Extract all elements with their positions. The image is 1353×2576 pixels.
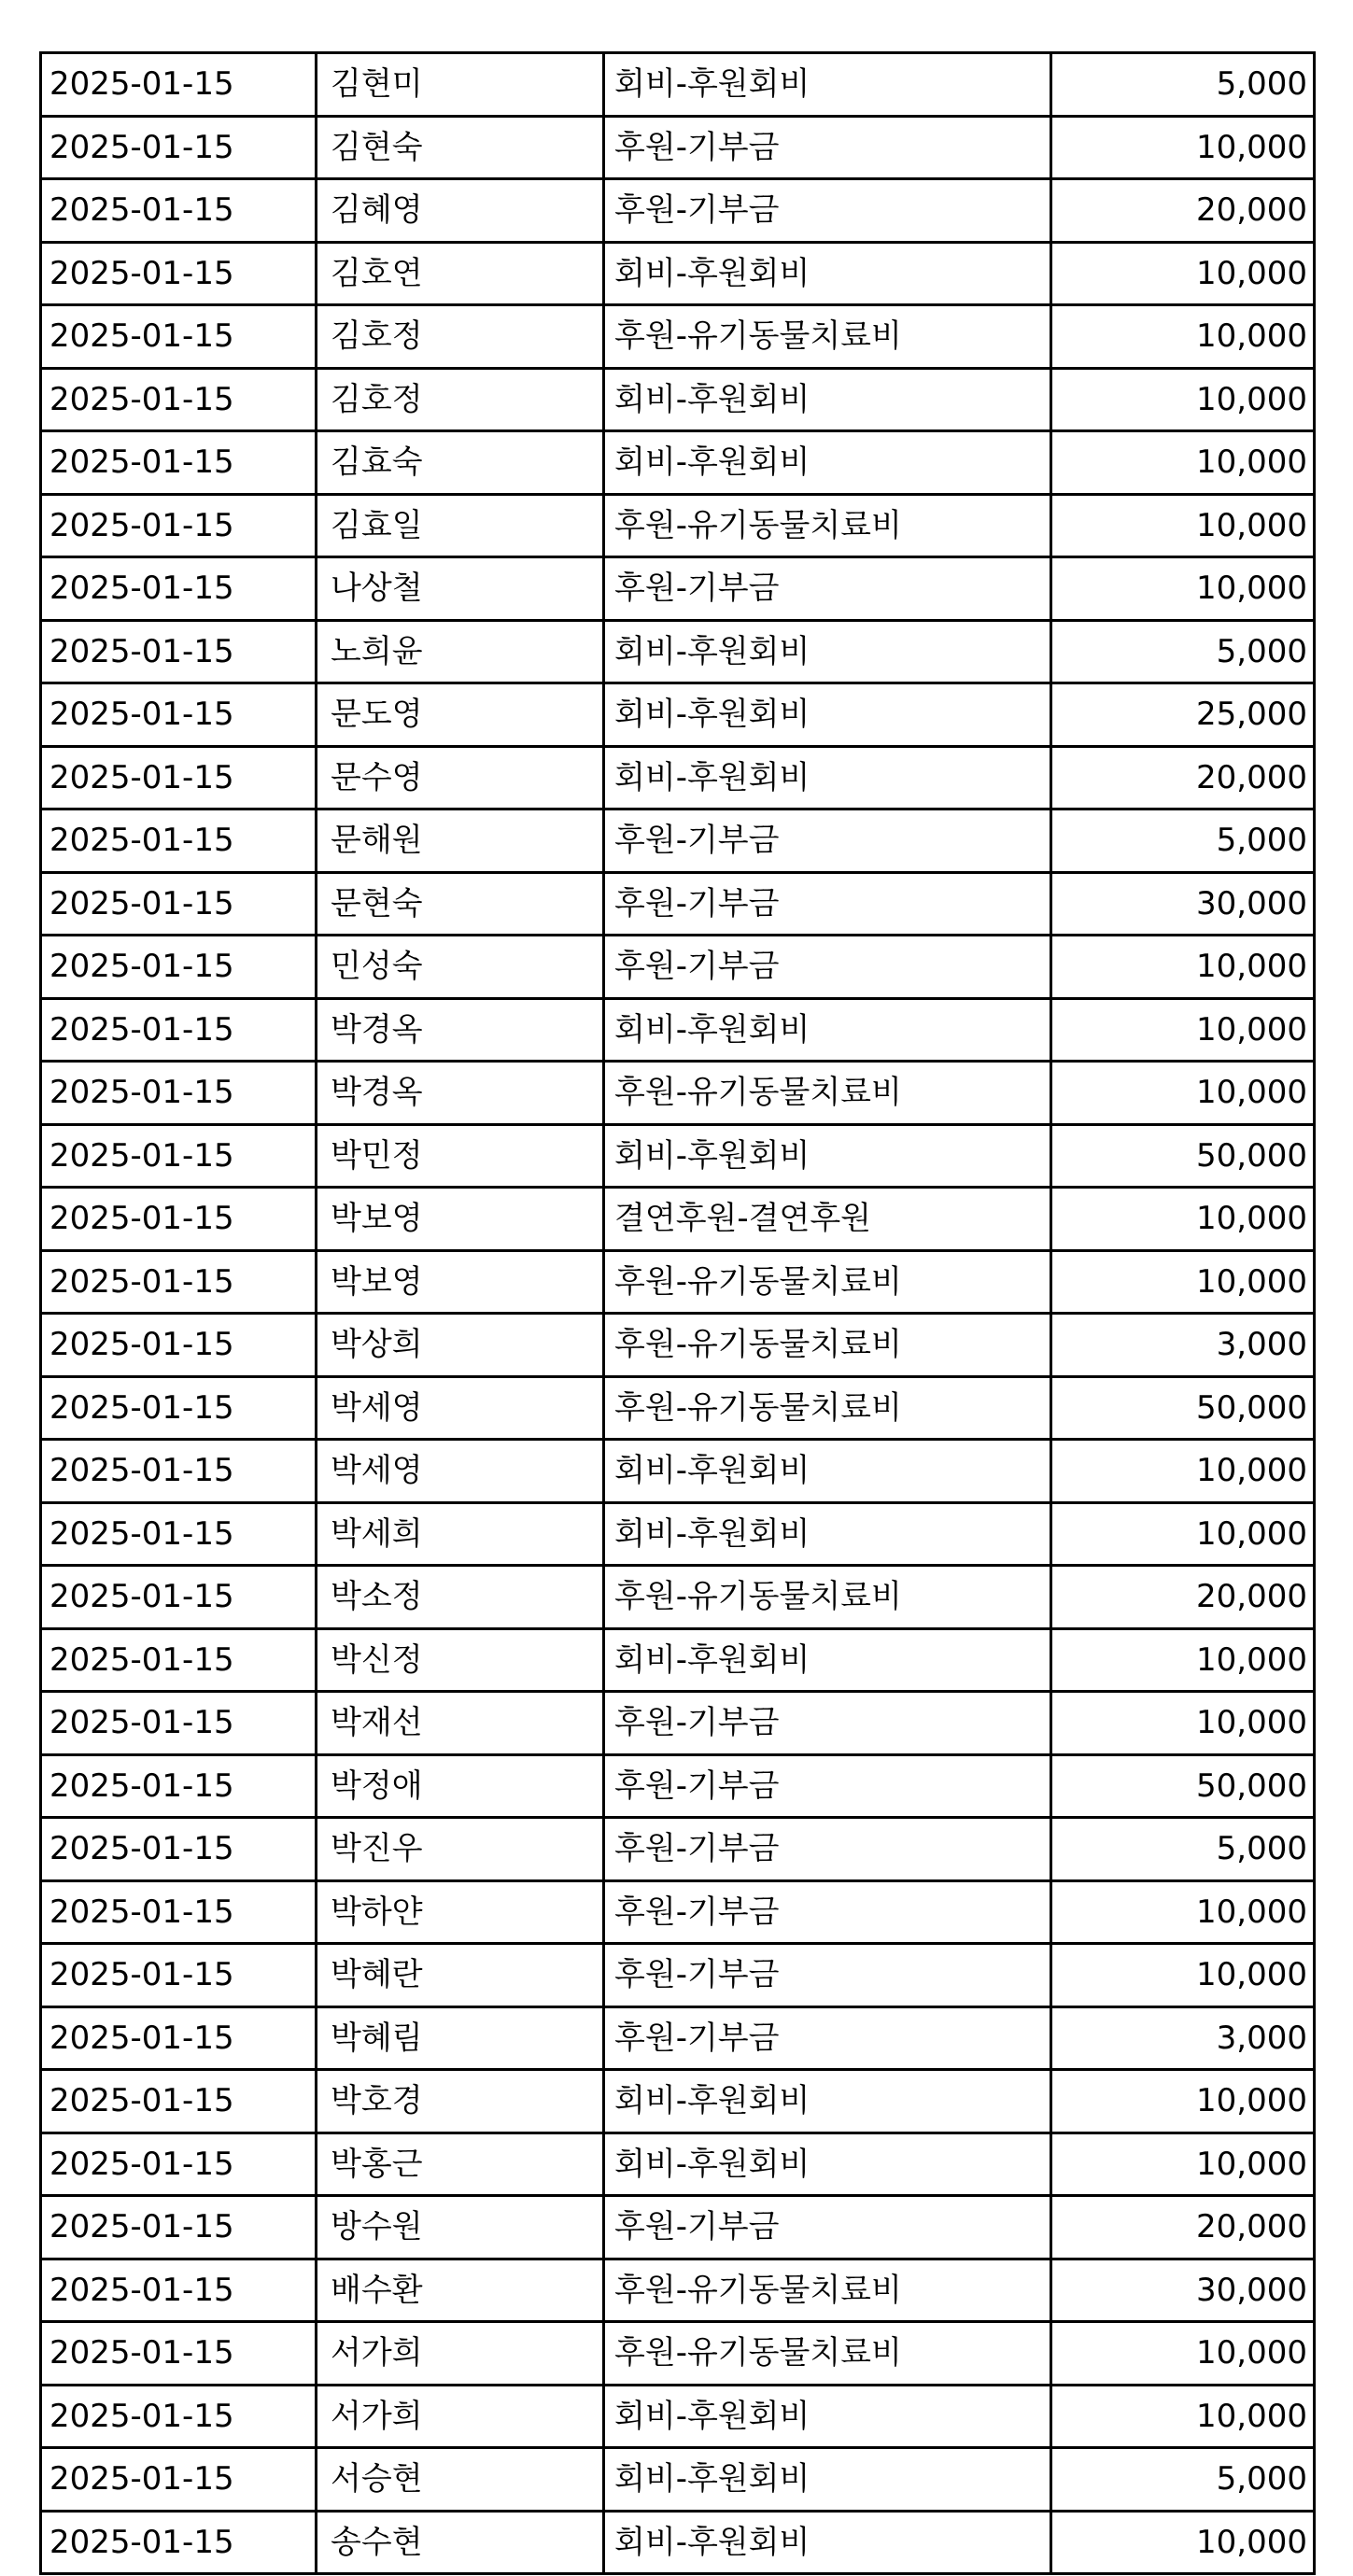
category-cell: 후원-기부금 bbox=[604, 872, 1051, 936]
amount-cell: 30,000 bbox=[1051, 2259, 1315, 2322]
donor-name-cell: 배수환 bbox=[317, 2259, 604, 2322]
date-cell: 2025-01-15 bbox=[41, 746, 317, 809]
amount-cell: 10,000 bbox=[1051, 1880, 1315, 1944]
table-row bbox=[41, 1692, 1315, 1755]
date-cell: 2025-01-15 bbox=[41, 1124, 317, 1188]
amount-cell: 20,000 bbox=[1051, 179, 1315, 243]
category-cell: 회비-후원회비 bbox=[604, 746, 1051, 809]
donor-name-cell: 문해원 bbox=[317, 809, 604, 873]
donor-name-cell: 박세영 bbox=[317, 1376, 604, 1440]
category-cell: 후원-유기동물치료비 bbox=[604, 1062, 1051, 1125]
category-cell: 결연후원-결연후원 bbox=[604, 1188, 1051, 1251]
donor-name-cell: 박민정 bbox=[317, 1124, 604, 1188]
category-cell: 후원-기부금 bbox=[604, 1692, 1051, 1755]
date-cell: 2025-01-15 bbox=[41, 2322, 317, 2386]
category-cell: 후원-기부금 bbox=[604, 1944, 1051, 2007]
category-cell: 후원-기부금 bbox=[604, 2196, 1051, 2259]
donor-name-cell: 박혜림 bbox=[317, 2006, 604, 2070]
date-cell: 2025-01-15 bbox=[41, 1880, 317, 1944]
table-row bbox=[41, 1502, 1315, 1566]
donor-name-cell: 방수원 bbox=[317, 2196, 604, 2259]
table-row bbox=[41, 1628, 1315, 1692]
table-row bbox=[41, 1566, 1315, 1629]
date-cell: 2025-01-15 bbox=[41, 683, 317, 747]
table-row bbox=[41, 557, 1315, 621]
category-cell: 회비-후원회비 bbox=[604, 2448, 1051, 2512]
table-row bbox=[41, 1250, 1315, 1314]
table-row bbox=[41, 2259, 1315, 2322]
category-cell: 후원-기부금 bbox=[604, 557, 1051, 621]
amount-cell: 10,000 bbox=[1051, 1944, 1315, 2007]
table-row bbox=[41, 620, 1315, 683]
table-row bbox=[41, 2385, 1315, 2448]
amount-cell: 10,000 bbox=[1051, 1062, 1315, 1125]
category-cell: 후원-기부금 bbox=[604, 1818, 1051, 1881]
amount-cell: 10,000 bbox=[1051, 1250, 1315, 1314]
category-cell: 회비-후원회비 bbox=[604, 431, 1051, 495]
amount-cell: 10,000 bbox=[1051, 1502, 1315, 1566]
table-row bbox=[41, 683, 1315, 747]
table-row bbox=[41, 872, 1315, 936]
date-cell: 2025-01-15 bbox=[41, 809, 317, 873]
amount-cell: 10,000 bbox=[1051, 557, 1315, 621]
amount-cell: 3,000 bbox=[1051, 1314, 1315, 1377]
amount-cell: 20,000 bbox=[1051, 746, 1315, 809]
category-cell: 회비-후원회비 bbox=[604, 620, 1051, 683]
category-cell: 후원-기부금 bbox=[604, 1754, 1051, 1818]
category-cell: 후원-기부금 bbox=[604, 1880, 1051, 1944]
table-row bbox=[41, 2322, 1315, 2386]
category-cell: 후원-유기동물치료비 bbox=[604, 1314, 1051, 1377]
donor-name-cell: 박상희 bbox=[317, 1314, 604, 1377]
amount-cell: 10,000 bbox=[1051, 1188, 1315, 1251]
donor-name-cell: 박홍근 bbox=[317, 2133, 604, 2196]
donor-name-cell: 박세영 bbox=[317, 1440, 604, 1503]
date-cell: 2025-01-15 bbox=[41, 2385, 317, 2448]
category-cell: 후원-기부금 bbox=[604, 179, 1051, 243]
donor-name-cell: 김호정 bbox=[317, 368, 604, 431]
date-cell: 2025-01-15 bbox=[41, 2133, 317, 2196]
category-cell: 후원-유기동물치료비 bbox=[604, 1250, 1051, 1314]
amount-cell: 10,000 bbox=[1051, 431, 1315, 495]
date-cell: 2025-01-15 bbox=[41, 1440, 317, 1503]
amount-cell: 5,000 bbox=[1051, 620, 1315, 683]
date-cell: 2025-01-15 bbox=[41, 2511, 317, 2574]
table-row bbox=[41, 179, 1315, 243]
amount-cell: 10,000 bbox=[1051, 1440, 1315, 1503]
table-row bbox=[41, 116, 1315, 179]
date-cell: 2025-01-15 bbox=[41, 1188, 317, 1251]
date-cell: 2025-01-15 bbox=[41, 431, 317, 495]
donor-name-cell: 박하얀 bbox=[317, 1880, 604, 1944]
table-row bbox=[41, 53, 1315, 117]
category-cell: 후원-기부금 bbox=[604, 809, 1051, 873]
donor-name-cell: 박세희 bbox=[317, 1502, 604, 1566]
donation-ledger-table bbox=[39, 51, 1316, 2575]
table-row bbox=[41, 2006, 1315, 2070]
table-row bbox=[41, 431, 1315, 495]
donor-name-cell: 박경옥 bbox=[317, 998, 604, 1062]
category-cell: 후원-유기동물치료비 bbox=[604, 494, 1051, 557]
ledger-body bbox=[41, 53, 1315, 2574]
category-cell: 후원-유기동물치료비 bbox=[604, 305, 1051, 369]
table-row bbox=[41, 746, 1315, 809]
amount-cell: 10,000 bbox=[1051, 2133, 1315, 2196]
amount-cell: 10,000 bbox=[1051, 2322, 1315, 2386]
amount-cell: 25,000 bbox=[1051, 683, 1315, 747]
category-cell: 회비-후원회비 bbox=[604, 998, 1051, 1062]
amount-cell: 10,000 bbox=[1051, 936, 1315, 999]
amount-cell: 10,000 bbox=[1051, 116, 1315, 179]
category-cell: 회비-후원회비 bbox=[604, 242, 1051, 305]
category-cell: 후원-기부금 bbox=[604, 116, 1051, 179]
amount-cell: 10,000 bbox=[1051, 242, 1315, 305]
date-cell: 2025-01-15 bbox=[41, 2070, 317, 2133]
category-cell: 회비-후원회비 bbox=[604, 2385, 1051, 2448]
donor-name-cell: 김현미 bbox=[317, 53, 604, 117]
amount-cell: 10,000 bbox=[1051, 494, 1315, 557]
amount-cell: 10,000 bbox=[1051, 1692, 1315, 1755]
table-row bbox=[41, 1188, 1315, 1251]
date-cell: 2025-01-15 bbox=[41, 242, 317, 305]
donor-name-cell: 노희윤 bbox=[317, 620, 604, 683]
donor-name-cell: 김효일 bbox=[317, 494, 604, 557]
date-cell: 2025-01-15 bbox=[41, 936, 317, 999]
table-row bbox=[41, 1880, 1315, 1944]
amount-cell: 10,000 bbox=[1051, 2511, 1315, 2574]
table-row bbox=[41, 2511, 1315, 2574]
amount-cell: 10,000 bbox=[1051, 368, 1315, 431]
category-cell: 후원-유기동물치료비 bbox=[604, 1376, 1051, 1440]
date-cell: 2025-01-15 bbox=[41, 998, 317, 1062]
table-row bbox=[41, 305, 1315, 369]
category-cell: 회비-후원회비 bbox=[604, 1440, 1051, 1503]
date-cell: 2025-01-15 bbox=[41, 1376, 317, 1440]
table-row bbox=[41, 2448, 1315, 2512]
table-row bbox=[41, 242, 1315, 305]
amount-cell: 5,000 bbox=[1051, 1818, 1315, 1881]
donor-name-cell: 박호경 bbox=[317, 2070, 604, 2133]
date-cell: 2025-01-15 bbox=[41, 53, 317, 117]
donor-name-cell: 박신정 bbox=[317, 1628, 604, 1692]
category-cell: 회비-후원회비 bbox=[604, 2511, 1051, 2574]
donor-name-cell: 민성숙 bbox=[317, 936, 604, 999]
table-row bbox=[41, 1818, 1315, 1881]
date-cell: 2025-01-15 bbox=[41, 1502, 317, 1566]
date-cell: 2025-01-15 bbox=[41, 116, 317, 179]
date-cell: 2025-01-15 bbox=[41, 2196, 317, 2259]
table-row bbox=[41, 494, 1315, 557]
table-row bbox=[41, 936, 1315, 999]
table-row bbox=[41, 809, 1315, 873]
category-cell: 회비-후원회비 bbox=[604, 368, 1051, 431]
date-cell: 2025-01-15 bbox=[41, 1062, 317, 1125]
category-cell: 후원-기부금 bbox=[604, 2006, 1051, 2070]
category-cell: 후원-유기동물치료비 bbox=[604, 1566, 1051, 1629]
table-row bbox=[41, 368, 1315, 431]
amount-cell: 50,000 bbox=[1051, 1124, 1315, 1188]
table-row bbox=[41, 1376, 1315, 1440]
donor-name-cell: 송수현 bbox=[317, 2511, 604, 2574]
date-cell: 2025-01-15 bbox=[41, 368, 317, 431]
table-row bbox=[41, 2196, 1315, 2259]
category-cell: 후원-유기동물치료비 bbox=[604, 2259, 1051, 2322]
amount-cell: 10,000 bbox=[1051, 1628, 1315, 1692]
donor-name-cell: 서가희 bbox=[317, 2322, 604, 2386]
category-cell: 회비-후원회비 bbox=[604, 2133, 1051, 2196]
donor-name-cell: 박혜란 bbox=[317, 1944, 604, 2007]
category-cell: 회비-후원회비 bbox=[604, 683, 1051, 747]
date-cell: 2025-01-15 bbox=[41, 2006, 317, 2070]
donor-name-cell: 문현숙 bbox=[317, 872, 604, 936]
donor-name-cell: 박보영 bbox=[317, 1188, 604, 1251]
date-cell: 2025-01-15 bbox=[41, 2448, 317, 2512]
date-cell: 2025-01-15 bbox=[41, 1250, 317, 1314]
table-row bbox=[41, 1124, 1315, 1188]
category-cell: 회비-후원회비 bbox=[604, 1628, 1051, 1692]
date-cell: 2025-01-15 bbox=[41, 1314, 317, 1377]
donor-name-cell: 서승현 bbox=[317, 2448, 604, 2512]
amount-cell: 5,000 bbox=[1051, 53, 1315, 117]
table-row bbox=[41, 1314, 1315, 1377]
amount-cell: 20,000 bbox=[1051, 1566, 1315, 1629]
date-cell: 2025-01-15 bbox=[41, 1818, 317, 1881]
donor-name-cell: 박소정 bbox=[317, 1566, 604, 1629]
date-cell: 2025-01-15 bbox=[41, 557, 317, 621]
date-cell: 2025-01-15 bbox=[41, 620, 317, 683]
amount-cell: 10,000 bbox=[1051, 2070, 1315, 2133]
table-row bbox=[41, 998, 1315, 1062]
donor-name-cell: 박보영 bbox=[317, 1250, 604, 1314]
date-cell: 2025-01-15 bbox=[41, 1628, 317, 1692]
date-cell: 2025-01-15 bbox=[41, 179, 317, 243]
date-cell: 2025-01-15 bbox=[41, 872, 317, 936]
category-cell: 후원-유기동물치료비 bbox=[604, 2322, 1051, 2386]
donor-name-cell: 김호연 bbox=[317, 242, 604, 305]
donor-name-cell: 김혜영 bbox=[317, 179, 604, 243]
amount-cell: 3,000 bbox=[1051, 2006, 1315, 2070]
donor-name-cell: 나상철 bbox=[317, 557, 604, 621]
date-cell: 2025-01-15 bbox=[41, 494, 317, 557]
donor-name-cell: 문도영 bbox=[317, 683, 604, 747]
date-cell: 2025-01-15 bbox=[41, 1944, 317, 2007]
category-cell: 회비-후원회비 bbox=[604, 1124, 1051, 1188]
table-row bbox=[41, 1440, 1315, 1503]
amount-cell: 50,000 bbox=[1051, 1754, 1315, 1818]
amount-cell: 5,000 bbox=[1051, 2448, 1315, 2512]
category-cell: 회비-후원회비 bbox=[604, 53, 1051, 117]
table-row bbox=[41, 2133, 1315, 2196]
amount-cell: 10,000 bbox=[1051, 305, 1315, 369]
category-cell: 회비-후원회비 bbox=[604, 2070, 1051, 2133]
category-cell: 후원-기부금 bbox=[604, 936, 1051, 999]
donor-name-cell: 박정애 bbox=[317, 1754, 604, 1818]
table-row bbox=[41, 1754, 1315, 1818]
amount-cell: 5,000 bbox=[1051, 809, 1315, 873]
amount-cell: 10,000 bbox=[1051, 998, 1315, 1062]
date-cell: 2025-01-15 bbox=[41, 1754, 317, 1818]
donor-name-cell: 박진우 bbox=[317, 1818, 604, 1881]
table-row bbox=[41, 2070, 1315, 2133]
donor-name-cell: 박경옥 bbox=[317, 1062, 604, 1125]
amount-cell: 50,000 bbox=[1051, 1376, 1315, 1440]
table-row bbox=[41, 1944, 1315, 2007]
donor-name-cell: 김효숙 bbox=[317, 431, 604, 495]
donor-name-cell: 문수영 bbox=[317, 746, 604, 809]
category-cell: 회비-후원회비 bbox=[604, 1502, 1051, 1566]
donor-name-cell: 김호정 bbox=[317, 305, 604, 369]
donor-name-cell: 김현숙 bbox=[317, 116, 604, 179]
amount-cell: 20,000 bbox=[1051, 2196, 1315, 2259]
date-cell: 2025-01-15 bbox=[41, 1692, 317, 1755]
amount-cell: 30,000 bbox=[1051, 872, 1315, 936]
date-cell: 2025-01-15 bbox=[41, 305, 317, 369]
table-row bbox=[41, 1062, 1315, 1125]
date-cell: 2025-01-15 bbox=[41, 1566, 317, 1629]
amount-cell: 10,000 bbox=[1051, 2385, 1315, 2448]
donor-name-cell: 박재선 bbox=[317, 1692, 604, 1755]
date-cell: 2025-01-15 bbox=[41, 2259, 317, 2322]
donor-name-cell: 서가희 bbox=[317, 2385, 604, 2448]
